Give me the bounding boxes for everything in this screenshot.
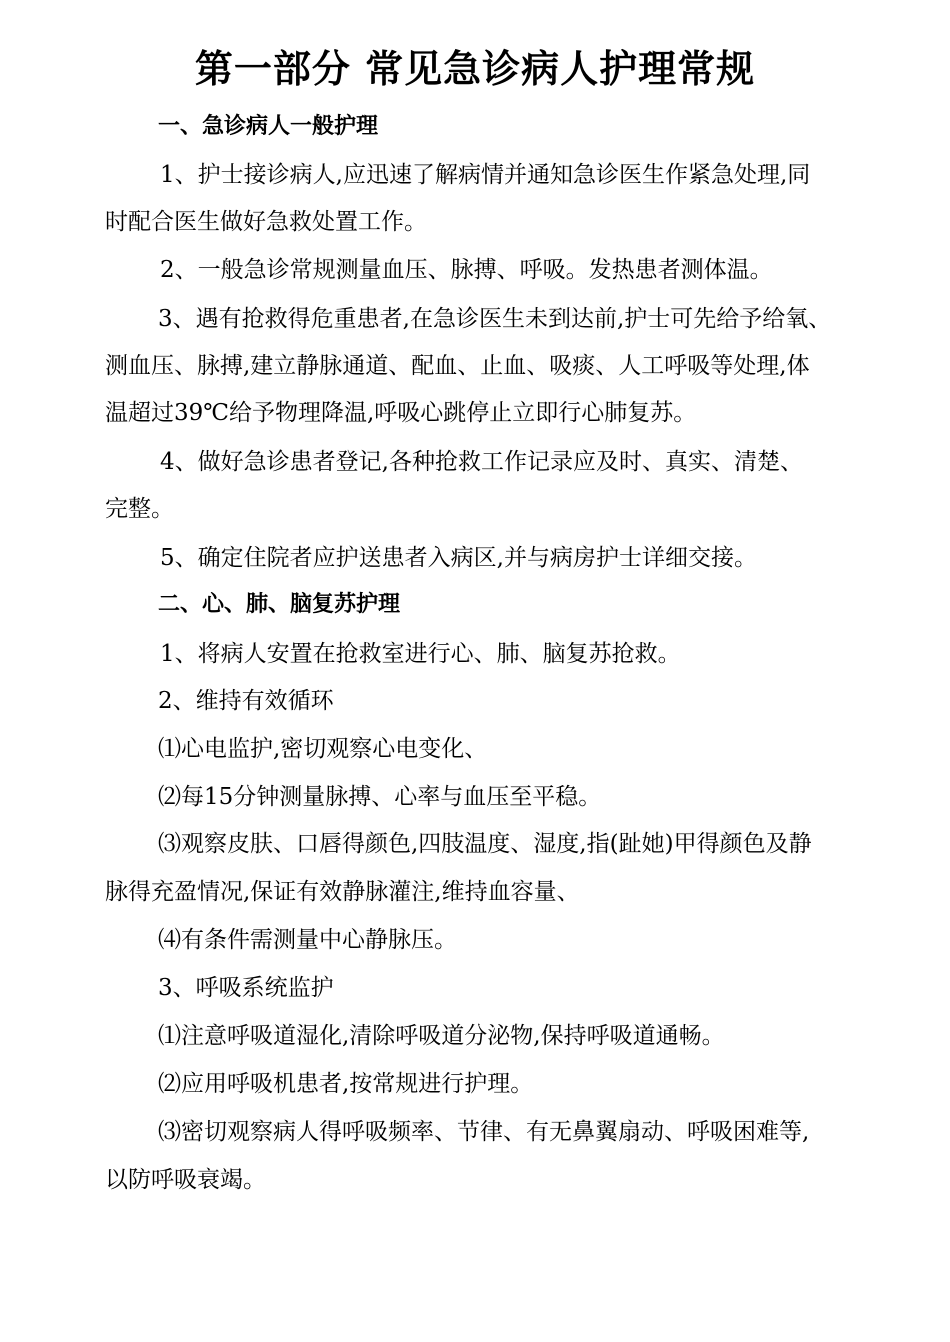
- paragraph-line: ⑶观察皮肤、口唇得颜色,四肢温度、湿度,指(趾她)甲得颜色及静: [158, 831, 812, 857]
- paragraph-line: ⑷有条件需测量中心静脉压。: [158, 927, 457, 953]
- paragraph-line: 时配合医生做好急救处置工作。: [105, 209, 427, 235]
- paragraph-line: 温超过39℃给予物理降温,呼吸心跳停止立即行心肺复苏。: [105, 400, 697, 426]
- paragraph-line: 以防呼吸衰竭。: [105, 1167, 266, 1193]
- paragraph-line: 3、呼吸系统监护: [158, 975, 334, 1001]
- paragraph-line: ⑵应用呼吸机患者,按常规进行护理。: [158, 1071, 534, 1097]
- section-heading-general-care: 一、急诊病人一般护理: [158, 114, 379, 139]
- section-heading-cpr-care: 二、心、肺、脑复苏护理: [158, 592, 401, 617]
- paragraph-line: ⑴心电监护,密切观察心电变化、: [158, 736, 488, 762]
- paragraph-line: ⑵每15分钟测量脉搏、心率与血压至平稳。: [158, 784, 602, 810]
- paragraph-line: ⑴注意呼吸道湿化,清除呼吸道分泌物,保持呼吸道通畅。: [158, 1023, 725, 1049]
- paragraph-line: 5、确定住院者应护送患者入病区,并与病房护士详细交接。: [160, 545, 757, 571]
- page-title: 第一部分 常见急诊病人护理常规: [194, 47, 756, 91]
- paragraph-line: 1、将病人安置在抢救室进行心、肺、脑复苏抢救。: [160, 641, 681, 667]
- paragraph-line: 2、维持有效循环: [158, 688, 334, 714]
- paragraph-line: 脉得充盈情况,保证有效静脉灌注,维持血容量、: [105, 879, 580, 905]
- paragraph-line: 2、一般急诊常规测量血压、脉搏、呼吸。发热患者测体温。: [160, 257, 773, 283]
- paragraph-line: 3、遇有抢救得危重患者,在急诊医生未到达前,护士可先给予给氧、: [158, 306, 832, 332]
- paragraph-line: 测血压、脉搏,建立静脉通道、配血、止血、吸痰、人工呼吸等处理,体: [105, 353, 810, 379]
- paragraph-line: ⑶密切观察病人得呼吸频率、节律、有无鼻翼扇动、呼吸困难等,: [158, 1119, 810, 1145]
- paragraph-line: 1、护士接诊病人,应迅速了解病情并通知急诊医生作紧急处理,同: [160, 162, 811, 188]
- paragraph-line: 4、做好急诊患者登记,各种抢救工作记录应及时、真实、清楚、: [160, 449, 803, 475]
- paragraph-line: 完整。: [105, 496, 174, 522]
